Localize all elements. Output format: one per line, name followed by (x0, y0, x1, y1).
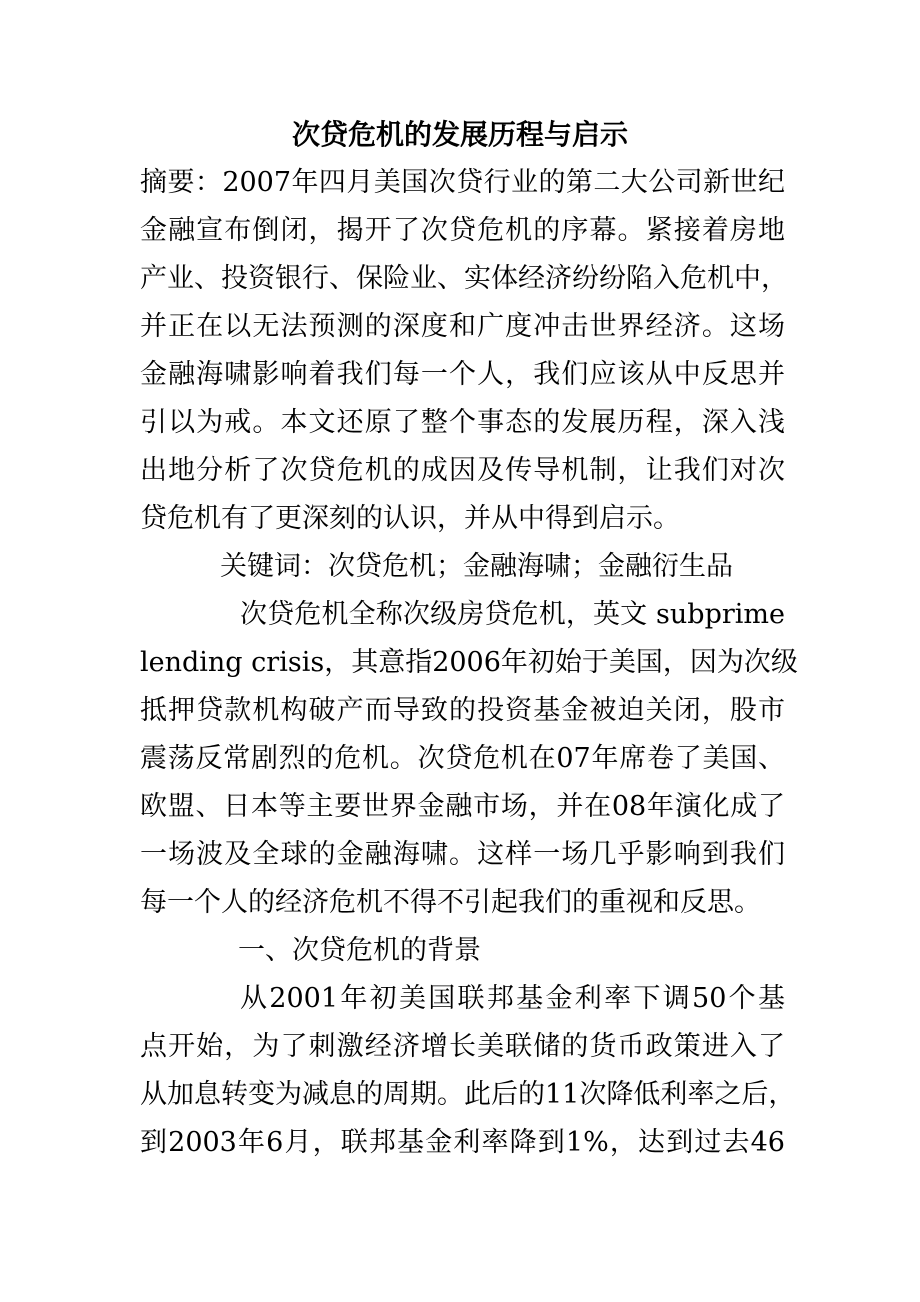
abstract-line: 金融海啸影响着我们每一个人，我们应该从中反思并 (140, 359, 785, 390)
body-line: 到2003年6月，联邦基金利率降到1%，达到过去46 (140, 1127, 785, 1158)
body-line: lending crisis，其意指2006年初始于美国，因为次级 (140, 647, 798, 678)
abstract-line: 引以为戒。本文还原了整个事态的发展历程，深入浅 (140, 407, 785, 438)
abstract-line: 摘要：2007年四月美国次贷行业的第二大公司新世纪 (140, 167, 785, 198)
body-line: 欧盟、日本等主要世界金融市场，并在08年演化成了 (140, 791, 785, 822)
body-line: 次贷危机全称次级房贷危机，英文 subprime (240, 599, 785, 630)
abstract-line: 金融宣布倒闭，揭开了次贷危机的序幕。紧接着房地 (140, 215, 785, 246)
section-heading: 一、次贷危机的背景 (238, 935, 481, 966)
body-line: 点开始，为了刺激经济增长美联储的货币政策进入了 (140, 1031, 785, 1062)
abstract-line: 贷危机有了更深刻的认识，并从中得到启示。 (140, 503, 680, 534)
body-line: 震荡反常剧烈的危机。次贷危机在07年席卷了美国、 (140, 743, 785, 774)
body-line: 从加息转变为减息的周期。此后的11次降低利率之后， (140, 1079, 796, 1110)
abstract-line: 产业、投资银行、保险业、实体经济纷纷陷入危机中， (140, 263, 788, 294)
abstract-line: 出地分析了次贷危机的成因及传导机制，让我们对次 (140, 455, 785, 486)
body-line: 从2001年初美国联邦基金利率下调50个基 (240, 983, 785, 1014)
body-line: 抵押贷款机构破产而导致的投资基金被迫关闭，股市 (140, 695, 785, 726)
body-line: 一场波及全球的金融海啸。这样一场几乎影响到我们 (140, 839, 785, 870)
body-line: 每一个人的经济危机不得不引起我们的重视和反思。 (140, 887, 761, 918)
abstract-line: 并正在以无法预测的深度和广度冲击世界经济。这场 (140, 311, 785, 342)
page-title: 次贷危机的发展历程与启示 (291, 118, 628, 151)
keywords-line: 关键词：次贷危机；金融海啸；金融衍生品 (220, 551, 733, 582)
